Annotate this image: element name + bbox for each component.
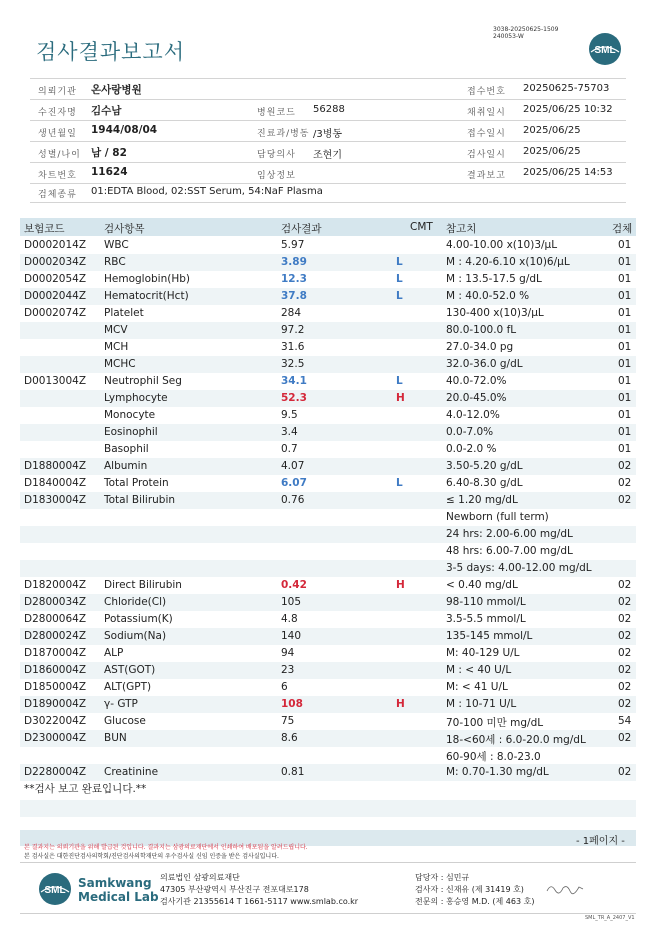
chart-no-label: 차트번호 [38, 171, 77, 181]
cell-ref: Newborn (full term) [446, 511, 549, 523]
col-code-header: 보험코드 [24, 223, 65, 235]
dept-value: /3병동 [313, 129, 343, 140]
table-row [20, 492, 636, 509]
table-row [20, 407, 636, 424]
divider [30, 120, 626, 121]
cell-code: D2800064Z [24, 613, 87, 625]
cell-specimen: 01 [618, 290, 632, 302]
signature-icon [545, 880, 585, 896]
cell-specimen: 01 [618, 375, 632, 387]
report-date-value: 2025/06/25 14:53 [523, 167, 613, 178]
table-row [20, 424, 636, 441]
cell-ref: M: < 41 U/L [446, 681, 508, 693]
divider [30, 78, 626, 79]
cell-ref: 4.0-12.0% [446, 409, 500, 421]
cell-result: 3.4 [281, 426, 298, 438]
cell-item: MCV [104, 324, 128, 336]
cell-code: D0002074Z [24, 307, 87, 319]
cell-item: Direct Bilirubin [104, 579, 182, 591]
form-code: SML_TR_A_2407_V1 [585, 915, 635, 921]
cell-result: 3.89 [281, 256, 307, 268]
cell-ref: 80.0-100.0 fL [446, 324, 517, 336]
sml-logo-icon [588, 32, 622, 66]
cell-code: D0002014Z [24, 239, 87, 251]
results-table-header [20, 218, 636, 236]
org-name-line2: Medical Lab [78, 890, 159, 904]
table-row [20, 628, 636, 645]
blank-row [20, 800, 636, 817]
institution-label: 의뢰기관 [38, 87, 77, 97]
table-row [20, 730, 636, 747]
org-info-1: 의료법인 삼광의료재단 [160, 873, 240, 882]
hospital-code-label: 병원코드 [257, 108, 296, 118]
col-result-header: 검사결과 [281, 223, 322, 235]
cell-flag: H [396, 392, 405, 404]
cell-ref: M: 40-129 U/L [446, 647, 520, 659]
table-row [20, 509, 636, 526]
cell-specimen: 01 [618, 256, 632, 268]
cell-result: 284 [281, 307, 302, 319]
cell-code: D1820004Z [24, 579, 87, 591]
cell-specimen: 02 [618, 664, 632, 676]
notice-2: 본 검사실은 대한진단검사의학회/진단검사의학재단의 우수검사실 신임 인증을 받은 검사실입니다. [24, 853, 279, 860]
cell-result: 0.7 [281, 443, 298, 455]
notice-1: 본 결과지는 의뢰기관을 위해 발급된 것입니다. 결과지는 삼광의료재단에서 인쇄하여 배포됨을 알려드립니다. [24, 844, 308, 851]
cell-ref: 70-100 미만 mg/dL [446, 717, 544, 729]
cell-item: Platelet [104, 307, 144, 319]
receipt-no-label: 접수번호 [467, 87, 506, 97]
cell-ref: M : 10-71 U/L [446, 698, 517, 710]
cell-item: Creatinine [104, 766, 159, 778]
cell-ref: 3.50-5.20 g/dL [446, 460, 523, 472]
cell-ref: 20.0-45.0% [446, 392, 507, 404]
cell-specimen: 01 [618, 358, 632, 370]
page-number: - 1페이지 - [576, 836, 625, 847]
cell-flag: L [396, 375, 403, 387]
cell-result: 0.76 [281, 494, 305, 506]
cell-specimen: 02 [618, 766, 632, 778]
cell-code: D1880004Z [24, 460, 87, 472]
table-row [20, 696, 636, 713]
cell-specimen: 01 [618, 239, 632, 251]
test-date-label: 검사일시 [467, 150, 506, 160]
table-row [20, 441, 636, 458]
cell-result: 105 [281, 596, 302, 608]
cell-specimen: 01 [618, 341, 632, 353]
divider [30, 202, 626, 203]
test-date-value: 2025/06/25 [523, 146, 581, 157]
table-row [20, 288, 636, 305]
cell-ref: 3-5 days: 4.00-12.00 mg/dL [446, 562, 592, 574]
cell-result: 140 [281, 630, 302, 642]
cell-result: 0.81 [281, 766, 305, 778]
cell-specimen: 02 [618, 477, 632, 489]
cell-item: Albumin [104, 460, 148, 472]
cell-specimen: 02 [618, 579, 632, 591]
table-row [20, 322, 636, 339]
cell-specimen: 01 [618, 426, 632, 438]
cell-ref: 0.0-2.0 % [446, 443, 497, 455]
table-row [20, 390, 636, 407]
cell-ref: 32.0-36.0 g/dL [446, 358, 523, 370]
doc-id [493, 26, 558, 40]
cell-result: 6.07 [281, 477, 307, 489]
collect-date-value: 2025/06/25 10:32 [523, 104, 613, 115]
cell-specimen: 02 [618, 613, 632, 625]
cell-result: 94 [281, 647, 295, 659]
cell-result: 75 [281, 715, 295, 727]
cell-ref: M : 40.0-52.0 % [446, 290, 530, 302]
cell-flag: L [396, 477, 403, 489]
table-row [20, 373, 636, 390]
cell-item: Total Protein [104, 477, 169, 489]
cell-item: Monocyte [104, 409, 156, 421]
col-item-header: 검사항목 [104, 223, 145, 235]
divider [30, 99, 626, 100]
table-row [20, 679, 636, 696]
org-info-2: 47305 부산광역시 부산진구 전포대로178 [160, 885, 309, 894]
specimen-label: 검체종류 [38, 190, 77, 200]
doc-id-line1: 3038-20250625-1509 [493, 26, 559, 33]
staff-3: 전문의 : 홍승영 M.D. (제 463 호) [415, 897, 535, 906]
chart-no-value: 11624 [91, 166, 128, 178]
table-row [20, 594, 636, 611]
completion-note-row [20, 779, 636, 796]
cell-ref: M : 13.5-17.5 g/dL [446, 273, 542, 285]
cell-flag: H [396, 698, 405, 710]
cell-result: 108 [281, 698, 303, 710]
cell-specimen: 02 [618, 647, 632, 659]
cell-ref: M : 4.20-6.10 x(10)6/μL [446, 256, 570, 268]
cell-code: D1850004Z [24, 681, 87, 693]
cell-specimen: 01 [618, 307, 632, 319]
cell-item: WBC [104, 239, 129, 251]
cell-specimen: 02 [618, 596, 632, 608]
cell-item: Lymphocyte [104, 392, 168, 404]
cell-item: Neutrophil Seg [104, 375, 182, 387]
cell-code: D2300004Z [24, 732, 87, 744]
divider [30, 183, 626, 184]
cell-result: 31.6 [281, 341, 305, 353]
cell-result: 97.2 [281, 324, 305, 336]
completion-note: **검사 보고 완료입니다.** [24, 783, 147, 795]
divider [20, 913, 636, 914]
cell-specimen: 54 [618, 715, 632, 727]
col-cmt-header: CMT [410, 221, 433, 233]
cell-ref: 0.0-7.0% [446, 426, 494, 438]
cell-flag: L [396, 273, 403, 285]
cell-flag: H [396, 579, 405, 591]
cell-item: Total Bilirubin [104, 494, 176, 506]
collect-date-label: 채취일시 [467, 108, 506, 118]
cell-specimen: 02 [618, 732, 632, 744]
logo-top-text: SML [594, 45, 616, 56]
name-value: 김수남 [91, 105, 122, 117]
doctor-value: 조현기 [313, 150, 342, 161]
cell-specimen: 01 [618, 443, 632, 455]
sml-footer-logo-icon [38, 872, 72, 906]
cell-specimen: 01 [618, 324, 632, 336]
cell-result: 52.3 [281, 392, 307, 404]
table-row [20, 713, 636, 730]
cell-ref: 98-110 mmol/L [446, 596, 526, 608]
divider [30, 162, 626, 163]
cell-item: Chloride(Cl) [104, 596, 167, 608]
cell-result: 6 [281, 681, 288, 693]
cell-ref: 6.40-8.30 g/dL [446, 477, 523, 489]
table-row [20, 458, 636, 475]
cell-code: D3022004Z [24, 715, 87, 727]
cell-code: D0002034Z [24, 256, 87, 268]
cell-code: D1870004Z [24, 647, 87, 659]
cell-item: AST(GOT) [104, 664, 156, 676]
cell-flag: L [396, 256, 403, 268]
cell-result: 32.5 [281, 358, 305, 370]
table-row [20, 577, 636, 594]
cell-ref: 18-<60세 : 6.0-20.0 mg/dL [446, 734, 586, 746]
cell-ref: ≤ 1.20 mg/dL [446, 494, 518, 506]
cell-ref: 27.0-34.0 pg [446, 341, 514, 353]
cell-ref: 60-90세 : 8.0-23.0 [446, 751, 541, 763]
table-row [20, 254, 636, 271]
cell-code: D0013004Z [24, 375, 87, 387]
report-date-label: 결과보고 [467, 171, 506, 181]
cell-item: γ- GTP [104, 698, 138, 710]
cell-specimen: 01 [618, 409, 632, 421]
cell-result: 4.07 [281, 460, 305, 472]
cell-specimen: 01 [618, 273, 632, 285]
divider [20, 862, 636, 863]
col-specimen-header: 검체 [612, 223, 633, 235]
table-row [20, 611, 636, 628]
cell-result: 8.6 [281, 732, 298, 744]
cell-item: Sodium(Na) [104, 630, 167, 642]
receipt-date-label: 접수일시 [467, 129, 506, 139]
cell-result: 0.42 [281, 579, 307, 591]
cell-item: ALT(GPT) [104, 681, 152, 693]
org-name [78, 876, 159, 904]
table-row [20, 543, 636, 560]
cell-code: D0002054Z [24, 273, 87, 285]
cell-result: 37.8 [281, 290, 307, 302]
clinical-info-label: 임상정보 [257, 171, 296, 181]
table-row [20, 662, 636, 679]
institution-value: 온사랑병원 [91, 84, 142, 96]
doc-id-line2: 240053-W [493, 33, 524, 40]
cell-code: D1860004Z [24, 664, 87, 676]
cell-code: D2280004Z [24, 766, 87, 778]
cell-ref: 135-145 mmol/L [446, 630, 533, 642]
table-row [20, 560, 636, 577]
cell-item: BUN [104, 732, 127, 744]
cell-item: ALP [104, 647, 124, 659]
staff-info [415, 872, 534, 908]
cell-item: Potassium(K) [104, 613, 173, 625]
table-row [20, 356, 636, 373]
hospital-code-value: 56288 [313, 104, 345, 115]
col-ref-header: 참고치 [446, 223, 477, 235]
cell-ref: 3.5-5.5 mmol/L [446, 613, 526, 625]
cell-item: Hematocrit(Hct) [104, 290, 189, 302]
divider [30, 141, 626, 142]
cell-specimen: 02 [618, 630, 632, 642]
cell-code: D2800034Z [24, 596, 87, 608]
cell-ref: 48 hrs: 6.00-7.00 mg/dL [446, 545, 573, 557]
cell-result: 9.5 [281, 409, 298, 421]
receipt-no-value: 20250625-75703 [523, 83, 610, 94]
cell-code: D0002044Z [24, 290, 87, 302]
org-info [160, 872, 358, 908]
name-label: 수진자명 [38, 108, 77, 118]
cell-ref: < 0.40 mg/dL [446, 579, 518, 591]
table-row [20, 475, 636, 492]
cell-specimen: 02 [618, 681, 632, 693]
cell-specimen: 02 [618, 494, 632, 506]
dept-label: 진료과/병동 [257, 129, 310, 139]
cell-result: 4.8 [281, 613, 298, 625]
staff-1: 담당자 : 심민규 [415, 873, 470, 882]
table-row [20, 305, 636, 322]
doctor-label: 담당의사 [257, 150, 296, 160]
table-row [20, 645, 636, 662]
cell-ref: 24 hrs: 2.00-6.00 mg/dL [446, 528, 573, 540]
org-info-3: 검사기관 21355614 T 1661-5117 www.smlab.co.kr [160, 897, 359, 906]
cell-flag: L [396, 290, 403, 302]
sex-age-value: 남 / 82 [91, 147, 127, 159]
cell-code: D1840004Z [24, 477, 87, 489]
page-title: 검사결과보고서 [36, 40, 186, 64]
logo-footer-text: SML [44, 885, 66, 896]
table-row [20, 237, 636, 254]
cell-code: D2800024Z [24, 630, 87, 642]
cell-item: Hemoglobin(Hb) [104, 273, 191, 285]
cell-ref: 40.0-72.0% [446, 375, 507, 387]
table-row [20, 339, 636, 356]
cell-specimen: 01 [618, 392, 632, 404]
cell-item: MCHC [104, 358, 136, 370]
cell-ref: 4.00-10.00 x(10)3/μL [446, 239, 558, 251]
specimen-value: 01:EDTA Blood, 02:SST Serum, 54:NaF Plasma [91, 186, 323, 197]
table-row [20, 526, 636, 543]
table-row [20, 747, 636, 764]
birth-value: 1944/08/04 [91, 124, 158, 136]
receipt-date-value: 2025/06/25 [523, 125, 581, 136]
cell-specimen: 02 [618, 698, 632, 710]
staff-2: 검사자 : 신재유 (제 31419 호) [415, 885, 524, 894]
cell-result: 34.1 [281, 375, 307, 387]
cell-result: 12.3 [281, 273, 307, 285]
cell-ref: 130-400 x(10)3/μL [446, 307, 544, 319]
cell-item: Eosinophil [104, 426, 158, 438]
cell-ref: M: 0.70-1.30 mg/dL [446, 766, 549, 778]
sex-age-label: 성별/나이 [38, 150, 81, 160]
table-row [20, 271, 636, 288]
org-name-line1: Samkwang [78, 876, 152, 890]
cell-code: D1890004Z [24, 698, 87, 710]
cell-result: 5.97 [281, 239, 305, 251]
cell-item: Glucose [104, 715, 146, 727]
cell-item: RBC [104, 256, 126, 268]
birth-label: 생년월일 [38, 129, 77, 139]
cell-item: MCH [104, 341, 129, 353]
cell-specimen: 02 [618, 460, 632, 472]
cell-ref: M : < 40 U/L [446, 664, 512, 676]
cell-result: 23 [281, 664, 295, 676]
cell-code: D1830004Z [24, 494, 87, 506]
cell-item: Basophil [104, 443, 149, 455]
